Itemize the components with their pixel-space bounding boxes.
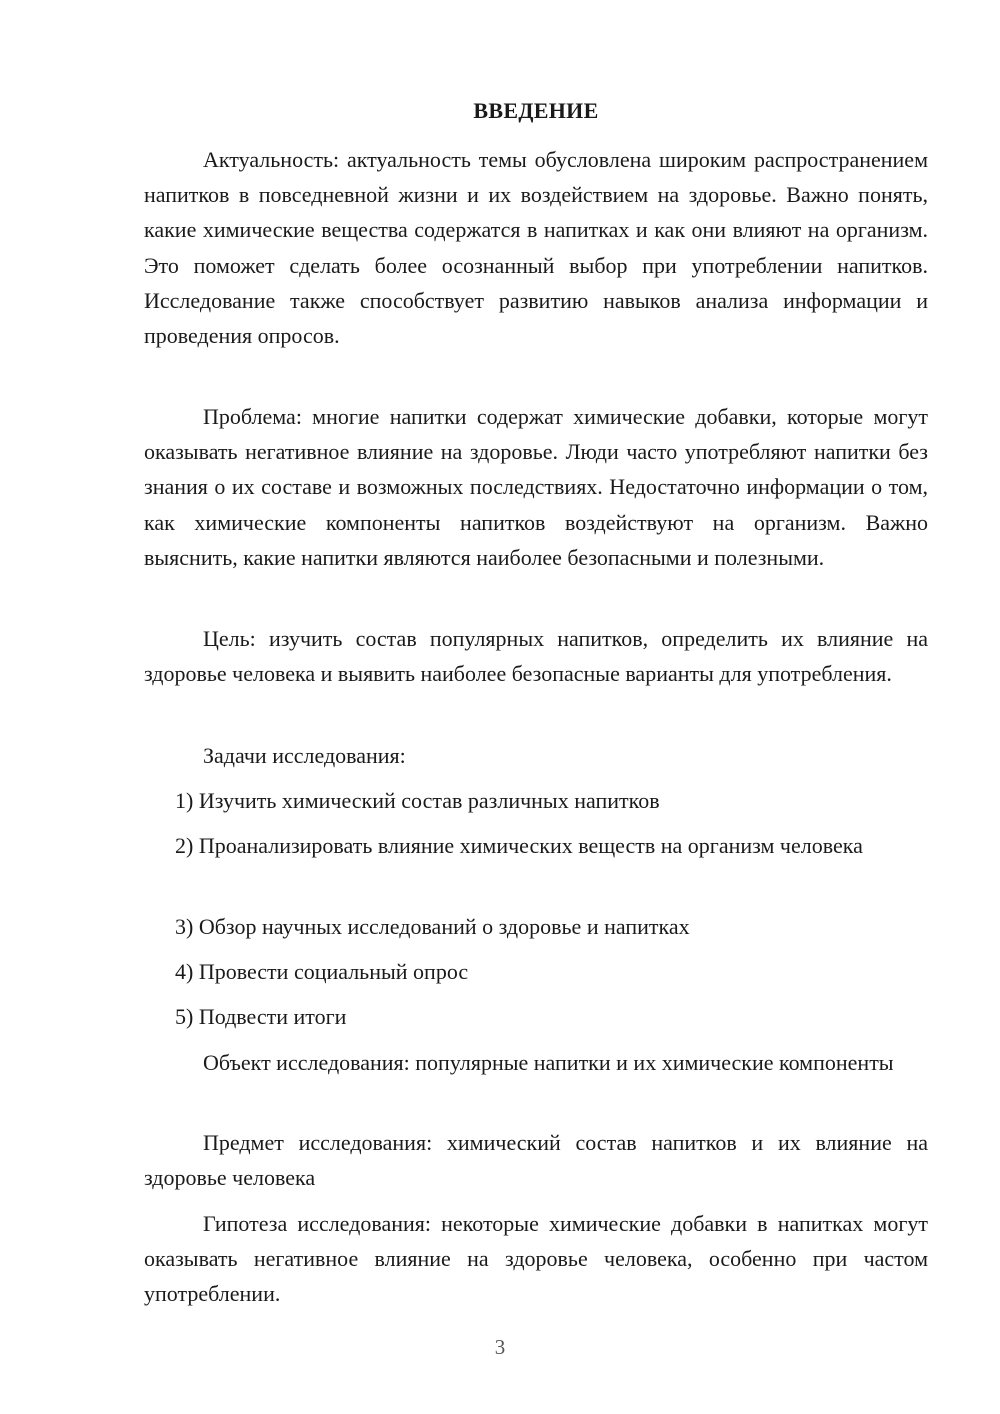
task-item-4: 4) Провести социальный опрос (175, 959, 469, 984)
paragraph-problem: Проблема: многие напитки содержат химические добавки, которые могут оказывать негативное влияние на здоровье. Люди часто употребляют напитки без знания о их составе и возможных последствиях. Недостаточно информации о том, как химические компоненты напитков воздействуют на организм. Важно выяснить, какие напитки являются наиболее безопасными и полезными. (144, 404, 928, 570)
task-item-3: 3) Обзор научных исследований о здоровье и напитках (175, 914, 690, 939)
section-title: ВВЕДЕНИЕ (473, 98, 599, 123)
paragraph-hypothesis: Гипотеза исследования: некоторые химические добавки в напитках могут оказывать негативное влияние на здоровье человека, особенно при частом употреблении. (144, 1211, 928, 1307)
paragraph-goal: Цель: изучить состав популярных напитков, определить их влияние на здоровье человека и выявить наиболее безопасные варианты для употребления. (144, 626, 928, 687)
tasks-heading: Задачи исследования: (203, 743, 406, 768)
page-number: 3 (494, 1335, 506, 1359)
task-item-5: 5) Подвести итоги (175, 1004, 347, 1029)
task-item-2: 2) Проанализировать влияние химических веществ на организм человека (175, 833, 863, 858)
paragraph-object: Объект исследования: популярные напитки и их химические компоненты (203, 1050, 894, 1075)
task-item-1: 1) Изучить химический состав различных напитков (175, 788, 660, 813)
paragraph-subject: Предмет исследования: химический состав напитков и их влияние на здоровье человека (144, 1130, 928, 1191)
paragraph-relevance: Актуальность: актуальность темы обусловлена широким распространением напитков в повседневной жизни и их воздействием на здоровье. Важно понять, какие химические вещества содержатся в напитках и как они влияют на организм. Это поможет сделать более осознанный выбор при употреблении напитков. Исследование также способствует развитию навыков анализа информации и проведения опросов. (144, 147, 928, 349)
